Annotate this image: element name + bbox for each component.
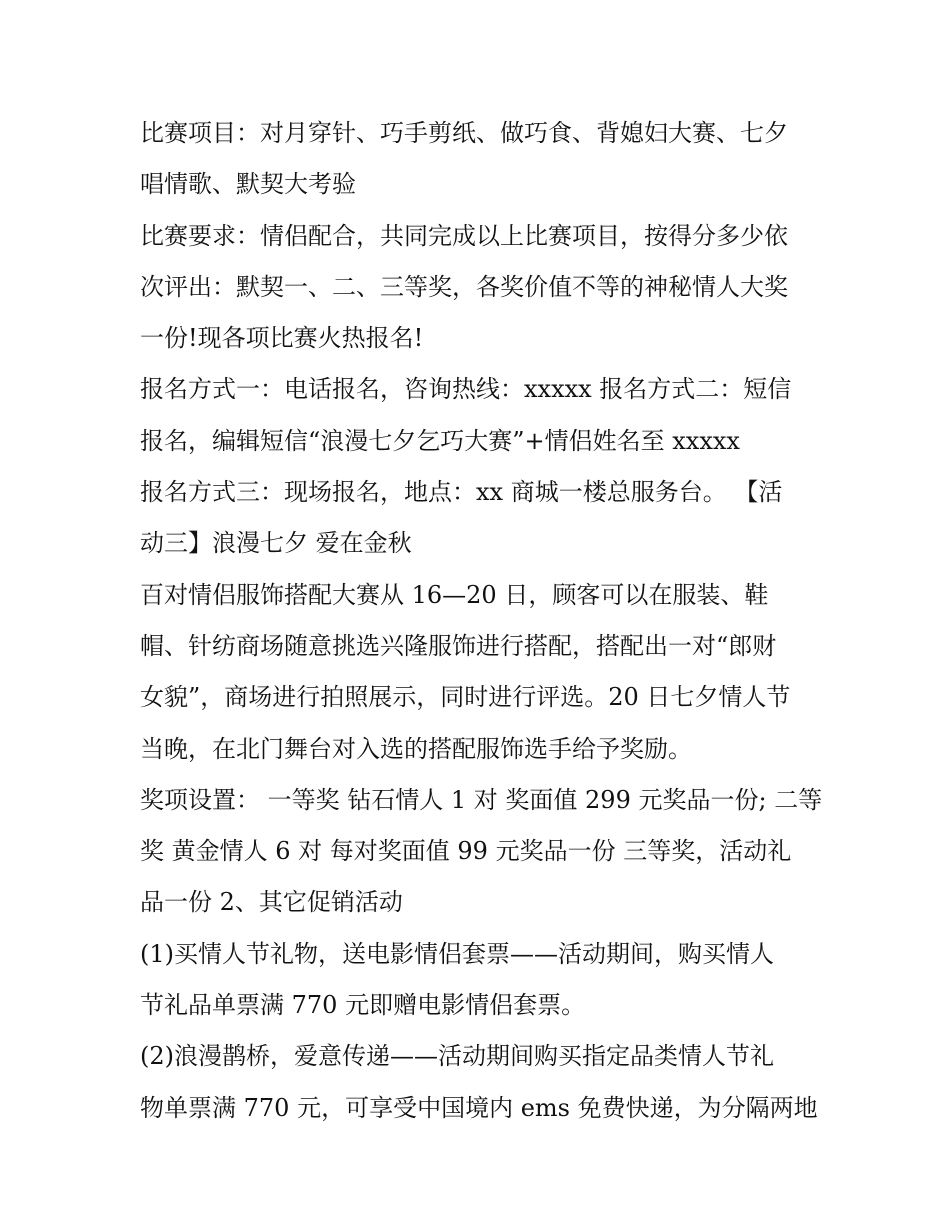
text-line: 节礼品单票满 770 元即赠电影情侣套票。 (140, 991, 586, 1020)
text-line: 百对情侣服饰搭配大赛从 16—20 日，顾客可以在服装、鞋 (140, 580, 769, 609)
text-line: 当晚，在北门舞台对入选的搭配服饰选手给予奖励。 (140, 734, 692, 763)
text-line: 报名，编辑短信“浪漫七夕乞巧大赛”+情侣姓名至 xxxxx (140, 426, 740, 455)
text-line: 次评出：默契一、二、三等奖，各奖价值不等的神秘情人大奖 (140, 272, 788, 301)
text-line: 报名方式三：现场报名，地点：xx 商城一楼总服务台。 【活 (140, 478, 783, 507)
text-line: 帽、针纺商场随意挑选兴隆服饰进行搭配，搭配出一对“郎财 (140, 631, 777, 660)
text-line: 比赛项目：对月穿针、巧手剪纸、做巧食、背媳妇大赛、七夕 (140, 119, 788, 147)
text-line: 唱情歌、默契大考验 (140, 170, 356, 199)
text-line: 品一份 2、其它促销活动 (140, 888, 403, 917)
body-text (140, 108, 830, 1134)
text-line: 比赛要求：情侣配合，共同完成以上比赛项目，按得分多少依 (140, 221, 788, 250)
text-line: 报名方式一：电话报名，咨询热线：xxxxx 报名方式二：短信 (140, 375, 792, 404)
text-line: 一份!现各项比赛火热报名! (140, 324, 424, 353)
text-line: 奖项设置： 一等奖 钻石情人 1 对 奖面值 299 元奖品一份; 二等 (140, 785, 823, 814)
text-line: (2)浪漫鹊桥，爱意传递——活动期间购买指定品类情人节礼 (140, 1042, 774, 1071)
text-line: 物单票满 770 元，可享受中国境内 ems 免费快递，为分隔两地 (140, 1093, 818, 1122)
text-line: 奖 黄金情人 6 对 每对奖面值 99 元奖品一份 三等奖，活动礼 (140, 837, 792, 866)
text-line: (1)买情人节礼物，送电影情侣套票——活动期间，购买情人 (140, 939, 774, 968)
text-line: 动三】浪漫七夕 爱在金秋 (140, 529, 412, 558)
text-line: 女貌”，商场进行拍照展示，同时进行评选。20 日七夕情人节 (140, 683, 791, 712)
